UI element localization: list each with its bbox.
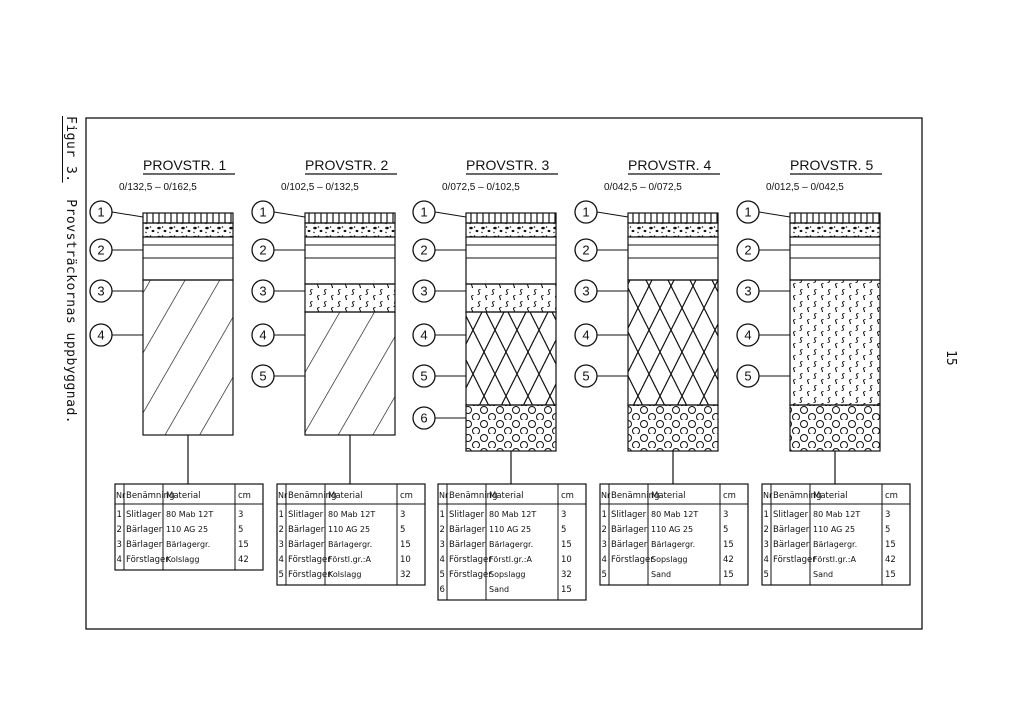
section-chainage: 0/012,5 – 0/042,5 [766,182,844,193]
table-header-nr: Nr [116,491,126,500]
row-nr: 3 [439,540,445,550]
layer-marker-number: 2 [744,242,752,258]
row-nr: 5 [278,570,284,580]
layer-marker-3 [413,280,466,302]
layer-marker-number: 3 [744,283,752,299]
row-cm: 15 [238,540,249,550]
row-material: 110 AG 25 [166,525,209,534]
row-material: 80 Mab 12T [651,510,699,519]
layer-marker-number: 2 [420,242,428,258]
table-header-cm: cm [561,491,574,501]
layer-1-wearing-course [790,213,880,223]
row-nr: 3 [116,540,122,550]
row-nr: 4 [601,555,607,565]
row-material: 80 Mab 12T [489,510,537,519]
layer-2-base-course [305,223,395,237]
layer-marker-5 [413,365,466,387]
layer-band-5 [790,405,880,451]
row-material: Bärlagergr. [166,540,211,549]
section-chainage: 0/102,5 – 0/132,5 [281,182,359,193]
layer-marker-1 [413,201,466,223]
row-nr: 1 [763,510,769,520]
section-title: PROVSTR. 4 [628,157,712,173]
marker-leader [435,212,466,217]
table-header-material: Material [813,491,848,501]
row-cm: 3 [723,510,729,520]
layer-marker-1 [90,201,143,223]
row-nr: 3 [278,540,284,550]
layer-marker-number: 2 [97,242,105,258]
section-title: PROVSTR. 3 [466,157,550,173]
layer-marker-4 [413,324,466,346]
row-material: Bärlagergr. [489,540,534,549]
row-name: Förstlager [611,555,654,565]
layer-band-4 [790,280,880,405]
row-nr: 1 [439,510,445,520]
marker-leader [112,212,143,217]
layer-marker-number: 4 [259,327,267,343]
row-nr: 6 [439,585,445,595]
row-cm: 5 [238,525,244,535]
layer-marker-number: 1 [97,204,105,220]
layer-marker-2 [252,239,305,261]
layer-table [438,484,586,600]
row-name: Bärlager [773,525,810,535]
layer-marker-number: 4 [582,327,590,343]
layer-band-4 [466,284,556,312]
row-name: Slitlager [126,510,162,520]
row-name: Bärlager [126,540,163,550]
layer-band-3 [466,237,556,284]
row-name: Bärlager [449,525,486,535]
layer-marker-4 [90,324,143,346]
layer-table [115,484,263,570]
row-cm: 32 [561,570,572,580]
layer-band-4 [305,284,395,312]
table-header-name: Benämning [773,491,822,501]
layer-marker-number: 5 [259,368,267,384]
layer-marker-number: 1 [582,204,590,220]
row-material: Bärlagergr. [651,540,696,549]
table-header-cm: cm [723,491,736,501]
row-cm: 10 [400,555,411,565]
row-material: 110 AG 25 [489,525,532,534]
figure-label: Figur 3. [63,116,78,183]
layer-marker-6 [413,407,466,429]
layer-marker-1 [575,201,628,223]
section-title: PROVSTR. 2 [305,157,389,173]
row-cm: 3 [238,510,244,520]
row-cm: 15 [561,540,572,550]
section-provstr-3 [413,157,586,600]
layer-marker-2 [90,239,143,261]
row-nr: 5 [763,570,769,580]
layer-marker-2 [413,239,466,261]
row-material: Sopslagg [651,555,688,564]
row-name: Bärlager [773,540,810,550]
section-title: PROVSTR. 1 [143,157,227,173]
layer-column [143,213,233,435]
row-name: Slitlager [611,510,647,520]
table-header-material: Material [166,491,201,501]
layer-column [466,213,556,451]
row-name: Slitlager [773,510,809,520]
page-number: 15 [943,350,958,366]
layer-band-5 [466,312,556,405]
row-material: Förstl.gr.:A [328,555,371,564]
row-name: Förstlager [126,555,169,565]
row-material: Sand [813,570,834,579]
row-name: Förstlager [773,555,816,565]
table-header-material: Material [651,491,686,501]
layer-table [600,484,748,585]
row-material: Sand [489,585,510,594]
layer-marker-number: 5 [420,368,428,384]
layer-marker-number: 3 [97,283,105,299]
layer-band-4 [628,280,718,405]
row-cm: 42 [238,555,249,565]
row-cm: 10 [561,555,572,565]
layer-marker-3 [252,280,305,302]
row-cm: 15 [400,540,411,550]
layer-marker-4 [252,324,305,346]
layer-column [305,213,395,435]
section-chainage: 0/132,5 – 0/162,5 [119,182,197,193]
row-nr: 4 [439,555,445,565]
layer-marker-number: 4 [420,327,428,343]
layer-band-3 [305,237,395,284]
table-header-nr: Nr [763,491,773,500]
layer-band-5 [628,405,718,451]
table-header-cm: cm [400,491,413,501]
layer-2-base-course [143,223,233,237]
layer-1-wearing-course [143,213,233,223]
row-material: Bärlagergr. [328,540,373,549]
layer-marker-3 [575,280,628,302]
layer-marker-number: 3 [582,283,590,299]
row-nr: 3 [601,540,607,550]
row-material: Kolslagg [166,555,200,564]
row-name: Förstlager [288,570,331,580]
layer-marker-5 [252,365,305,387]
row-material: 80 Mab 12T [813,510,861,519]
row-name: Förstlager [449,555,492,565]
row-name: Bärlager [611,540,648,550]
layer-marker-4 [575,324,628,346]
layer-band-6 [466,405,556,451]
row-cm: 32 [400,570,411,580]
layer-marker-number: 1 [744,204,752,220]
table-header-name: Benämning [288,491,337,501]
layer-band-4 [143,280,233,435]
row-name: Bärlager [288,540,325,550]
layer-marker-number: 2 [582,242,590,258]
section-title: PROVSTR. 5 [790,157,874,173]
layer-band-5 [305,312,395,435]
row-material: 110 AG 25 [328,525,371,534]
layer-1-wearing-course [628,213,718,223]
row-cm: 5 [723,525,729,535]
row-nr: 2 [439,525,445,535]
layer-marker-1 [737,201,790,223]
table-header-nr: Nr [601,491,611,500]
table-header-name: Benämning [611,491,660,501]
layer-marker-2 [575,239,628,261]
row-nr: 2 [763,525,769,535]
section-provstr-2 [252,157,428,585]
row-name: Slitlager [449,510,485,520]
table-header-material: Material [328,491,363,501]
row-name: Förstlager [449,570,492,580]
section-provstr-5 [737,157,910,585]
section-chainage: 0/072,5 – 0/102,5 [442,182,520,193]
row-nr: 3 [763,540,769,550]
row-nr: 2 [116,525,122,535]
layer-marker-number: 4 [97,327,105,343]
layer-marker-number: 5 [582,368,590,384]
layer-marker-3 [737,280,790,302]
row-name: Slitlager [288,510,324,520]
layer-marker-number: 1 [259,204,267,220]
layer-table [762,484,910,585]
row-nr: 4 [763,555,769,565]
row-cm: 3 [885,510,891,520]
layer-1-wearing-course [466,213,556,223]
row-cm: 15 [885,570,896,580]
section-provstr-1 [90,157,263,570]
row-material: 110 AG 25 [651,525,694,534]
row-cm: 3 [561,510,567,520]
layer-marker-1 [252,201,305,223]
row-nr: 4 [278,555,284,565]
row-material: Sopslagg [489,570,526,579]
layer-marker-4 [737,324,790,346]
layer-2-base-course [628,223,718,237]
row-nr: 2 [601,525,607,535]
layer-marker-2 [737,239,790,261]
table-header-nr: Nr [278,491,288,500]
section-chainage: 0/042,5 – 0/072,5 [604,182,682,193]
layer-marker-5 [737,365,790,387]
layer-2-base-course [790,223,880,237]
marker-leader [597,212,628,217]
row-material: 110 AG 25 [813,525,856,534]
row-cm: 5 [561,525,567,535]
row-material: 80 Mab 12T [328,510,376,519]
row-nr: 1 [601,510,607,520]
row-nr: 2 [278,525,284,535]
row-cm: 15 [723,540,734,550]
table-header-cm: cm [238,491,251,501]
table-header-nr: Nr [439,491,449,500]
row-cm: 5 [400,525,406,535]
layer-marker-number: 1 [420,204,428,220]
row-nr: 4 [116,555,122,565]
layer-column [628,213,718,451]
layer-column [790,213,880,451]
row-cm: 15 [885,540,896,550]
row-nr: 5 [439,570,445,580]
row-cm: 3 [400,510,406,520]
row-material: Bärlagergr. [813,540,858,549]
row-name: Bärlager [449,540,486,550]
section-provstr-4 [575,157,748,585]
layer-marker-5 [575,365,628,387]
table-header-cm: cm [885,491,898,501]
layer-marker-number: 3 [259,283,267,299]
layer-1-wearing-course [305,213,395,223]
row-cm: 15 [723,570,734,580]
row-name: Bärlager [126,525,163,535]
marker-leader [759,212,790,217]
row-cm: 42 [885,555,896,565]
row-name: Förstlager [288,555,331,565]
layer-table [277,484,425,585]
row-nr: 1 [278,510,284,520]
table-header-name: Benämning [449,491,498,501]
row-cm: 42 [723,555,734,565]
row-material: Förstl.gr.:A [489,555,532,564]
row-name: Bärlager [288,525,325,535]
layer-marker-3 [90,280,143,302]
row-nr: 1 [116,510,122,520]
marker-leader [274,212,305,217]
table-header-name: Benämning [126,491,175,501]
row-material: Kolslagg [328,570,362,579]
row-material: Förstl.gr.:A [813,555,856,564]
layer-marker-number: 6 [420,410,428,426]
layer-marker-number: 3 [420,283,428,299]
row-nr: 5 [601,570,607,580]
layer-marker-number: 5 [744,368,752,384]
row-cm: 5 [885,525,891,535]
row-material: 80 Mab 12T [166,510,214,519]
figure-caption-text: Provsträckornas uppbyggnad. [63,199,78,425]
layer-marker-number: 2 [259,242,267,258]
layer-marker-number: 4 [744,327,752,343]
row-cm: 15 [561,585,572,595]
layer-2-base-course [466,223,556,237]
row-name: Bärlager [611,525,648,535]
row-material: Sand [651,570,672,579]
table-header-material: Material [489,491,524,501]
